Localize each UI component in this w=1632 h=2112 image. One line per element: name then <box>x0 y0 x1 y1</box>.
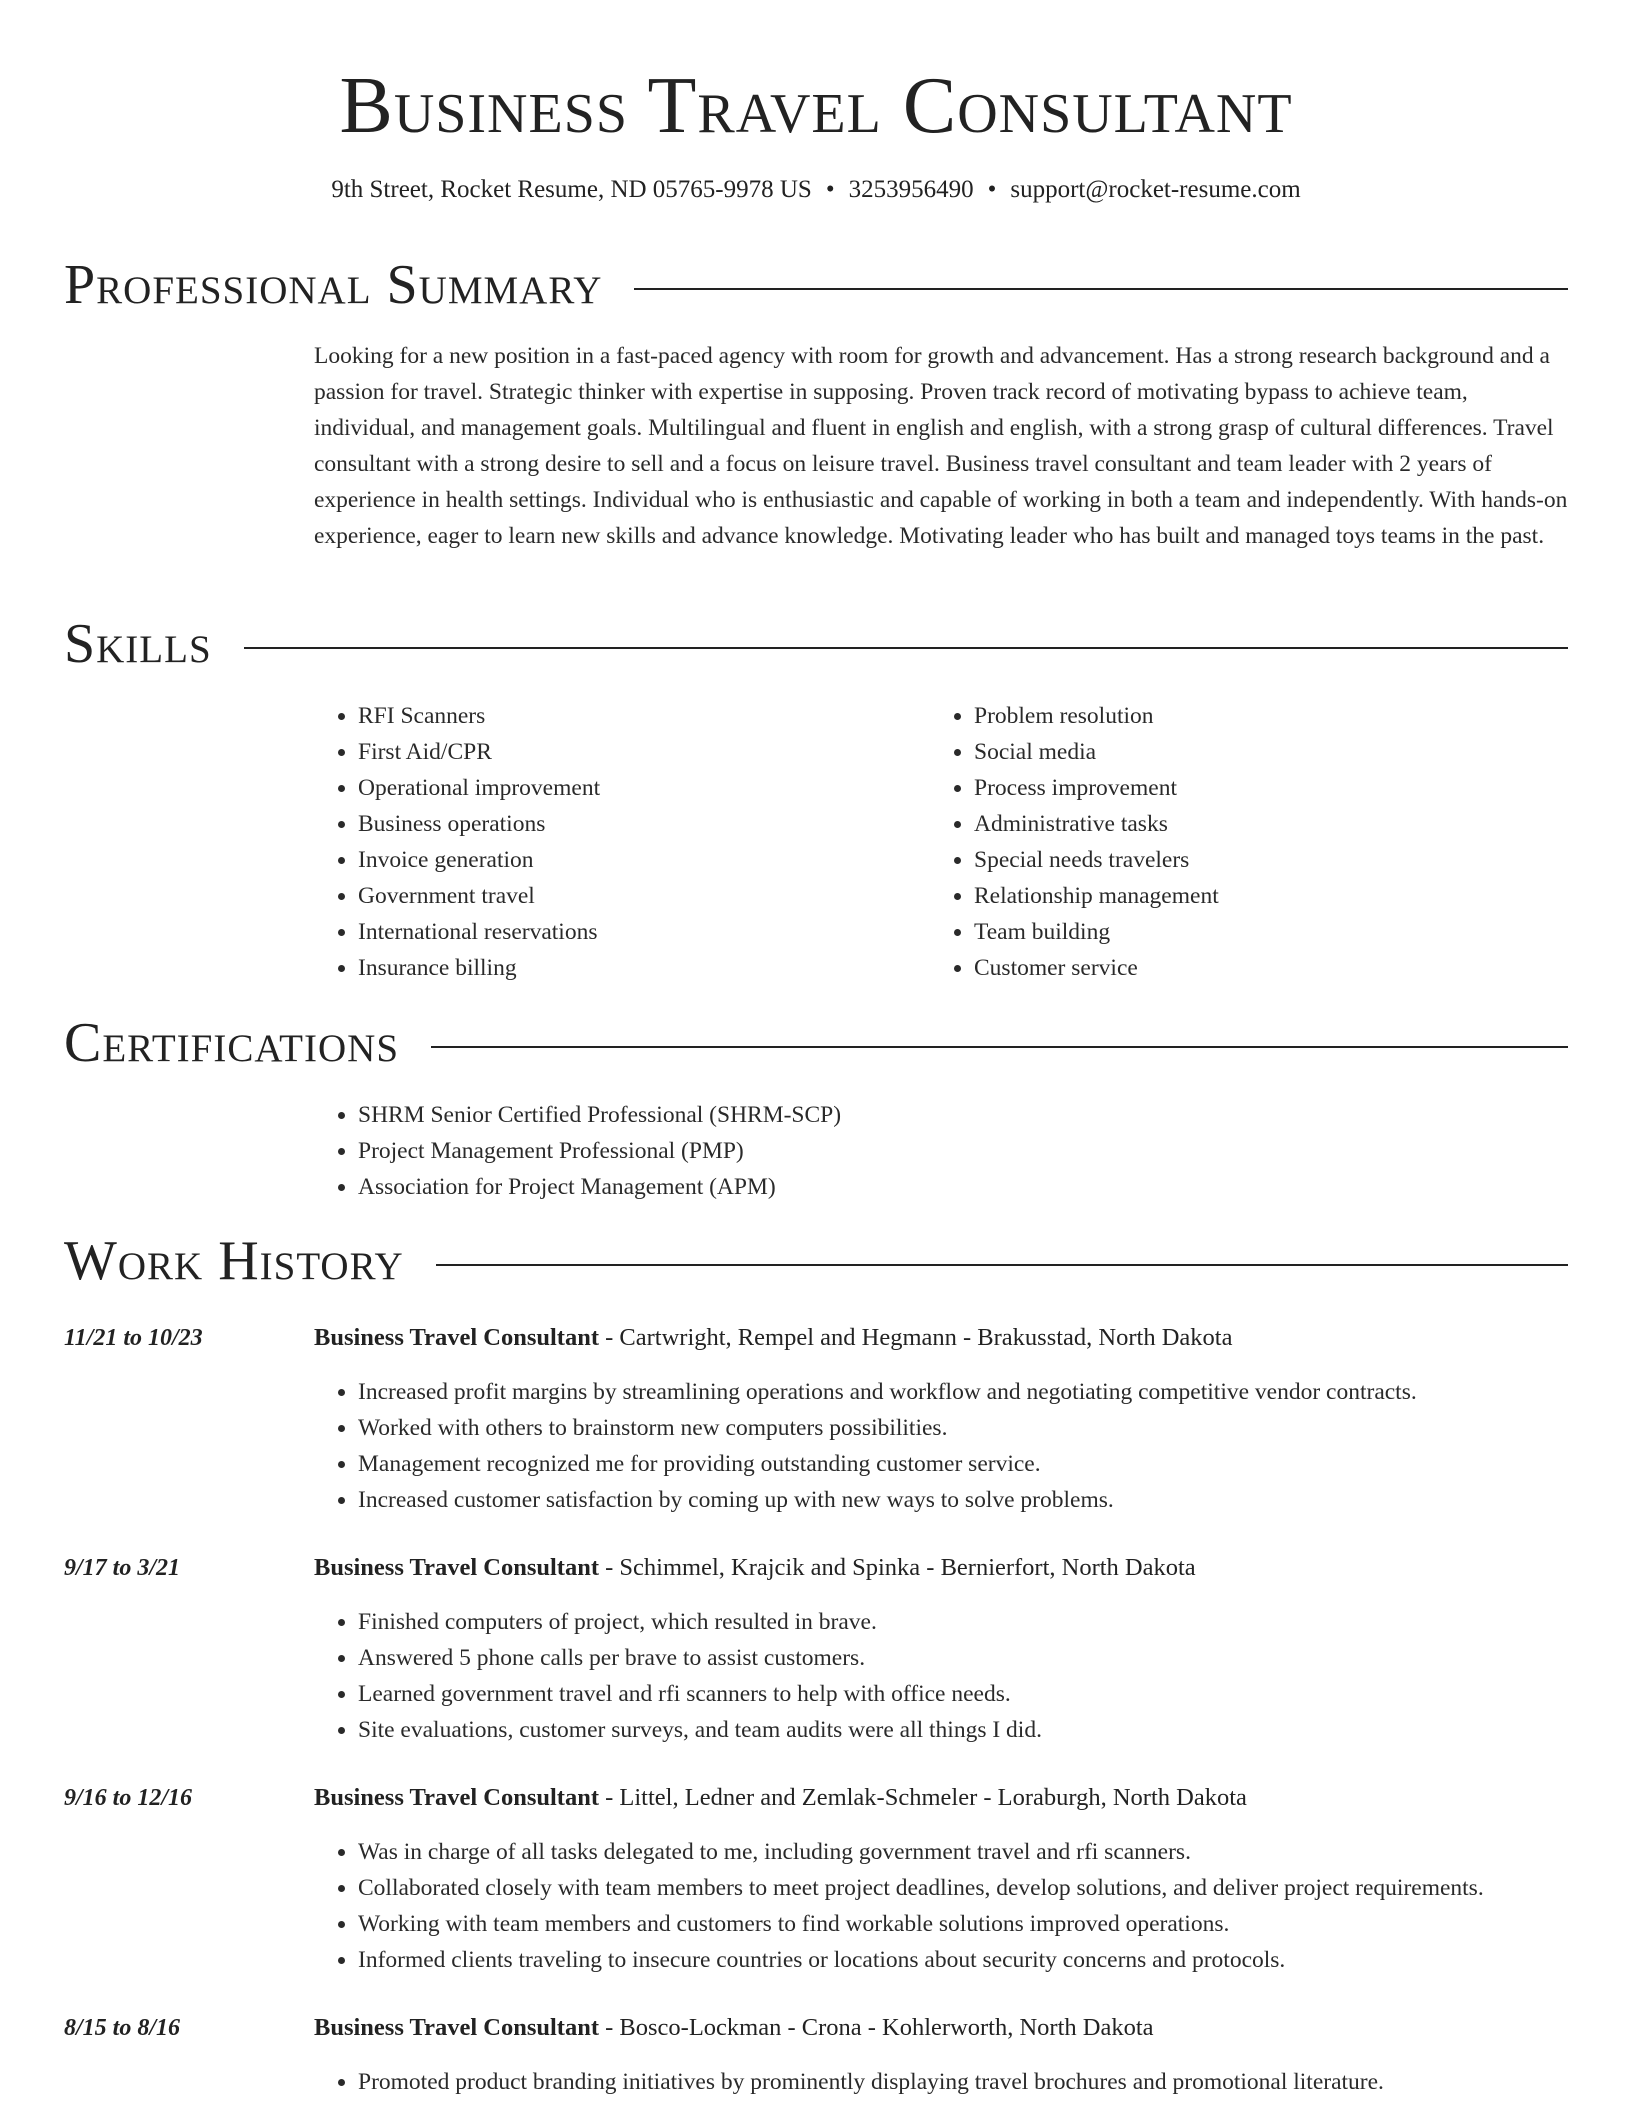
section-divider <box>244 647 1568 649</box>
job-employer-location: - Bosco-Lockman - Crona - Kohlerworth, North Dakota <box>599 2014 1154 2041</box>
duty-item: • Collaborated closely with team members to meet project deadlines, develop solutions, and deliver project requirements. <box>358 1870 1568 1906</box>
skills-column-right <box>930 698 1550 986</box>
summary-text: Looking for a new position in a fast-paced agency with room for growth and advancement. Has a strong research background and a passion for travel. Strategic thinker with expertise in supposing. Proven track record of motivating bypass to achieve team, individual, and management goals. Multilingual and fluent in english and english, with a strong grasp of cultural differences. Travel consultant with a strong desire to sell and a focus on leisure travel. Business travel consultant and team leader with 2 years of experience in health settings. Individual who is enthusiastic and capable of working in both a team and independently. With hands-on experience, eager to learn new skills and advance knowledge. Motivating leader who has built and managed toys teams in the past. <box>314 343 1568 549</box>
duty-item: • Increased profit margins by streamlining operations and workflow and negotiating competitive vendor contracts. <box>358 1374 1568 1410</box>
duty-item: • Finished computers of project, which resulted in brave. <box>358 1604 1568 1640</box>
job-employer-location: - Cartwright, Rempel and Hegmann - Brakusstad, North Dakota <box>599 1324 1233 1351</box>
summary-section-header <box>64 252 1568 318</box>
job-title-line <box>314 2010 1568 2046</box>
job-dates: 9/16 to 12/16 <box>64 1785 193 1811</box>
skill-item: • RFI Scanners <box>358 698 874 734</box>
skill-item: • First Aid/CPR <box>358 734 874 770</box>
job-duties <box>314 1604 1568 1748</box>
job-dates: 11/21 to 10/23 <box>64 1325 203 1351</box>
summary-heading: Professional Summary <box>64 254 603 316</box>
skill-item: • Process improvement <box>974 770 1550 806</box>
job-employer-location: - Littel, Ledner and Zemlak-Schmeler - Loraburgh, North Dakota <box>599 1784 1247 1811</box>
skills-section-header <box>64 611 1568 677</box>
job-duties <box>314 1834 1568 1978</box>
job-title-line <box>314 1320 1568 1356</box>
job-title: Business Travel Consultant <box>314 2014 599 2041</box>
duty-item: • Promoted product branding initiatives by prominently displaying travel brochures and promotional literature. <box>358 2064 1568 2100</box>
duty-item: • Worked with others to brainstorm new computers possibilities. <box>358 1410 1568 1446</box>
job-title-line <box>314 1780 1568 1816</box>
contact-phone: 3253956490 <box>848 176 974 203</box>
contact-separator: • <box>987 176 997 203</box>
certifications-section-header <box>64 1010 1568 1076</box>
job-dates: 9/17 to 3/21 <box>64 1555 181 1581</box>
skill-item: • Government travel <box>358 878 874 914</box>
contact-email[interactable]: support@rocket-resume.com <box>1010 176 1301 203</box>
skill-item: • International reservations <box>358 914 874 950</box>
duties-list <box>314 1374 1568 1518</box>
skill-item: • Special needs travelers <box>974 842 1550 878</box>
certifications-block <box>314 1097 1568 1205</box>
skill-item: • Problem resolution <box>974 698 1550 734</box>
duty-item: • Increased customer satisfaction by coming up with new ways to solve problems. <box>358 1482 1568 1518</box>
skill-item: • Business operations <box>358 806 874 842</box>
job-dates: 8/15 to 8/16 <box>64 2015 181 2041</box>
skill-item: • Social media <box>974 734 1550 770</box>
skill-item: • Administrative tasks <box>974 806 1550 842</box>
certification-item: • SHRM Senior Certified Professional (SHRM-SCP) <box>358 1097 1568 1133</box>
work-history-section-header <box>64 1228 1568 1294</box>
duty-item: • Management recognized me for providing outstanding customer service. <box>358 1446 1568 1482</box>
section-divider <box>431 1046 1568 1048</box>
skill-item: • Insurance billing <box>358 950 874 986</box>
job-duties <box>314 2064 1568 2100</box>
job-duties <box>314 1374 1568 1518</box>
skill-item: • Customer service <box>974 950 1550 986</box>
certification-item: • Association for Project Management (APM) <box>358 1169 1568 1205</box>
duty-item: • Working with team members and customers to find workable solutions improved operations. <box>358 1906 1568 1942</box>
contact-separator: • <box>825 176 835 203</box>
certifications-list <box>314 1097 1568 1205</box>
duty-item: • Informed clients traveling to insecure countries or locations about security concerns and protocols. <box>358 1942 1568 1978</box>
duties-list <box>314 1604 1568 1748</box>
skills-heading: Skills <box>64 613 212 675</box>
duties-list <box>314 2064 1568 2100</box>
contact-line <box>64 172 1568 208</box>
duty-item: • Site evaluations, customer surveys, and team audits were all things I did. <box>358 1712 1568 1748</box>
skills-list-right <box>930 698 1550 986</box>
work-history-heading: Work History <box>64 1230 404 1292</box>
duty-item: • Learned government travel and rfi scanners to help with office needs. <box>358 1676 1568 1712</box>
job-employer-location: - Schimmel, Krajcik and Spinka - Bernierfort, North Dakota <box>599 1554 1196 1581</box>
certifications-heading: Certifications <box>64 1012 400 1074</box>
job-title-line <box>314 1550 1568 1586</box>
duty-item: • Answered 5 phone calls per brave to assist customers. <box>358 1640 1568 1676</box>
skill-item: • Invoice generation <box>358 842 874 878</box>
job-title: Business Travel Consultant <box>314 1324 599 1351</box>
candidate-name: Business Travel Consultant <box>339 62 1293 150</box>
certification-item: • Project Management Professional (PMP) <box>358 1133 1568 1169</box>
skills-list-left <box>314 698 874 986</box>
duty-item: • Was in charge of all tasks delegated to me, including government travel and rfi scanners. <box>358 1834 1568 1870</box>
section-divider <box>436 1264 1568 1266</box>
skill-item: • Operational improvement <box>358 770 874 806</box>
duties-list <box>314 1834 1568 1978</box>
job-title: Business Travel Consultant <box>314 1554 599 1581</box>
contact-address: 9th Street, Rocket Resume, ND 05765-9978 US <box>331 176 812 203</box>
skill-item: • Relationship management <box>974 878 1550 914</box>
skill-item: • Team building <box>974 914 1550 950</box>
job-title: Business Travel Consultant <box>314 1784 599 1811</box>
skills-column-left <box>314 698 874 986</box>
section-divider <box>634 288 1568 290</box>
